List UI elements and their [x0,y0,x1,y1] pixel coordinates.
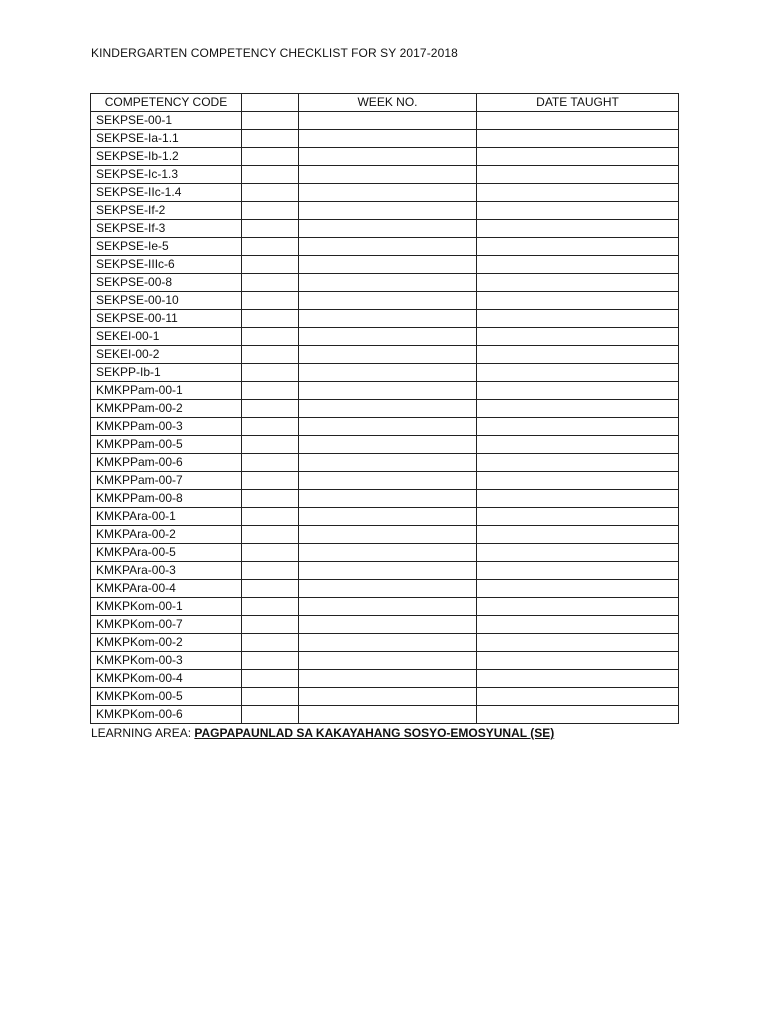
table-row [91,544,679,562]
blank-cell [242,562,299,580]
table-row [91,256,679,274]
date-taught-cell [477,382,679,400]
week-no-cell [299,328,477,346]
competency-code-cell: KMKPKom-00-1 [91,598,242,616]
competency-code-cell: KMKPKom-00-7 [91,616,242,634]
table-row [91,382,679,400]
week-no-cell [299,310,477,328]
week-no-cell [299,166,477,184]
competency-code-cell: KMKPPam-00-1 [91,382,242,400]
blank-cell [242,688,299,706]
competency-code-cell: KMKPKom-00-5 [91,688,242,706]
week-no-cell [299,382,477,400]
date-taught-cell [477,292,679,310]
competency-code-cell: SEKPSE-If-2 [91,202,242,220]
learning-area-label: LEARNING AREA: [91,726,195,740]
table-row [91,634,679,652]
date-taught-cell [477,580,679,598]
table-row [91,274,679,292]
week-no-cell [299,274,477,292]
blank-cell [242,436,299,454]
competency-code-cell: SEKPSE-Ic-1.3 [91,166,242,184]
table-row [91,688,679,706]
table-row [91,202,679,220]
competency-code-cell: KMKPAra-00-1 [91,508,242,526]
week-no-cell [299,706,477,724]
week-no-cell [299,148,477,166]
table-row [91,526,679,544]
date-taught-cell [477,220,679,238]
blank-cell [242,292,299,310]
blank-cell [242,274,299,292]
blank-cell [242,634,299,652]
date-taught-cell [477,346,679,364]
blank-cell [242,580,299,598]
week-no-cell [299,346,477,364]
competency-code-cell: SEKEI-00-1 [91,328,242,346]
table-row [91,652,679,670]
date-taught-cell [477,274,679,292]
blank-cell [242,148,299,166]
week-no-cell [299,472,477,490]
competency-code-cell: KMKPPam-00-3 [91,418,242,436]
week-no-cell [299,256,477,274]
date-taught-cell [477,598,679,616]
competency-code-cell: SEKPSE-00-10 [91,292,242,310]
week-no-cell [299,130,477,148]
blank-cell [242,706,299,724]
blank-cell [242,112,299,130]
table-row [91,112,679,130]
competency-code-cell: KMKPKom-00-3 [91,652,242,670]
week-no-cell [299,238,477,256]
table-row [91,436,679,454]
week-no-cell [299,490,477,508]
week-no-cell [299,112,477,130]
competency-code-cell: SEKPSE-00-8 [91,274,242,292]
date-taught-cell [477,454,679,472]
competency-code-cell: KMKPAra-00-5 [91,544,242,562]
competency-code-cell: KMKPKom-00-6 [91,706,242,724]
competency-code-cell: KMKPAra-00-3 [91,562,242,580]
learning-area [91,726,554,740]
date-taught-cell [477,670,679,688]
week-no-cell [299,400,477,418]
blank-cell [242,310,299,328]
week-no-cell [299,202,477,220]
date-taught-cell [477,508,679,526]
date-taught-cell [477,130,679,148]
date-taught-cell [477,166,679,184]
competency-code-cell: KMKPKom-00-4 [91,670,242,688]
learning-area-value: PAGPAPAUNLAD SA KAKAYAHANG SOSYO-EMOSYUNAL (SE) [194,726,555,740]
competency-code-cell: KMKPKom-00-2 [91,634,242,652]
table-row [91,454,679,472]
table-row [91,472,679,490]
date-taught-cell [477,562,679,580]
week-no-cell [299,418,477,436]
blank-cell [242,472,299,490]
table-body [91,112,679,724]
blank-cell [242,202,299,220]
blank-cell [242,364,299,382]
week-no-cell [299,220,477,238]
header-competency-code: COMPETENCY CODE [91,94,242,112]
competency-code-cell: SEKPSE-Ia-1.1 [91,130,242,148]
week-no-cell [299,544,477,562]
blank-cell [242,454,299,472]
week-no-cell [299,598,477,616]
date-taught-cell [477,184,679,202]
table-row [91,490,679,508]
week-no-cell [299,508,477,526]
blank-cell [242,346,299,364]
blank-cell [242,670,299,688]
document-title: KINDERGARTEN COMPETENCY CHECKLIST FOR SY 2017-2018 [91,46,458,60]
blank-cell [242,418,299,436]
date-taught-cell [477,688,679,706]
date-taught-cell [477,490,679,508]
week-no-cell [299,616,477,634]
date-taught-cell [477,544,679,562]
blank-cell [242,256,299,274]
date-taught-cell [477,112,679,130]
table-row [91,616,679,634]
header-week-no: WEEK NO. [299,94,477,112]
week-no-cell [299,454,477,472]
date-taught-cell [477,436,679,454]
week-no-cell [299,688,477,706]
date-taught-cell [477,526,679,544]
week-no-cell [299,184,477,202]
blank-cell [242,616,299,634]
blank-cell [242,598,299,616]
blank-cell [242,238,299,256]
competency-code-cell: KMKPPam-00-5 [91,436,242,454]
table-row [91,364,679,382]
blank-cell [242,544,299,562]
table-row [91,562,679,580]
competency-code-cell: KMKPPam-00-6 [91,454,242,472]
date-taught-cell [477,634,679,652]
competency-code-cell: SEKPSE-Ie-5 [91,238,242,256]
table-row [91,184,679,202]
date-taught-cell [477,616,679,634]
week-no-cell [299,652,477,670]
week-no-cell [299,670,477,688]
blank-cell [242,400,299,418]
blank-cell [242,490,299,508]
date-taught-cell [477,310,679,328]
competency-code-cell: SEKPSE-Ib-1.2 [91,148,242,166]
blank-cell [242,220,299,238]
date-taught-cell [477,256,679,274]
table-row [91,166,679,184]
blank-cell [242,130,299,148]
competency-checklist-table [90,93,679,724]
competency-code-cell: SEKPSE-00-11 [91,310,242,328]
competency-code-cell: SEKPSE-IIc-1.4 [91,184,242,202]
blank-cell [242,526,299,544]
competency-code-cell: SEKEI-00-2 [91,346,242,364]
date-taught-cell [477,472,679,490]
date-taught-cell [477,652,679,670]
week-no-cell [299,436,477,454]
table-row [91,238,679,256]
date-taught-cell [477,364,679,382]
table-row [91,148,679,166]
blank-cell [242,328,299,346]
blank-cell [242,184,299,202]
table-row [91,310,679,328]
date-taught-cell [477,706,679,724]
blank-cell [242,382,299,400]
table-row [91,598,679,616]
competency-code-cell: SEKPSE-IIIc-6 [91,256,242,274]
competency-code-cell: SEKPSE-00-1 [91,112,242,130]
table-row [91,292,679,310]
week-no-cell [299,364,477,382]
table-row [91,508,679,526]
competency-code-cell: SEKPP-Ib-1 [91,364,242,382]
week-no-cell [299,292,477,310]
date-taught-cell [477,418,679,436]
table-row [91,580,679,598]
blank-cell [242,652,299,670]
week-no-cell [299,526,477,544]
table-row [91,130,679,148]
header-blank [242,94,299,112]
table-row [91,220,679,238]
date-taught-cell [477,400,679,418]
competency-code-cell: KMKPPam-00-7 [91,472,242,490]
table-row [91,328,679,346]
week-no-cell [299,562,477,580]
blank-cell [242,166,299,184]
week-no-cell [299,634,477,652]
header-date-taught: DATE TAUGHT [477,94,679,112]
competency-code-cell: KMKPPam-00-2 [91,400,242,418]
table-row [91,346,679,364]
date-taught-cell [477,328,679,346]
table-row [91,418,679,436]
date-taught-cell [477,202,679,220]
competency-code-cell: KMKPPam-00-8 [91,490,242,508]
table-row [91,400,679,418]
competency-code-cell: KMKPAra-00-2 [91,526,242,544]
table-row [91,670,679,688]
table-header-row [91,94,679,112]
date-taught-cell [477,238,679,256]
table-row [91,706,679,724]
competency-code-cell: SEKPSE-If-3 [91,220,242,238]
competency-code-cell: KMKPAra-00-4 [91,580,242,598]
date-taught-cell [477,148,679,166]
week-no-cell [299,580,477,598]
blank-cell [242,508,299,526]
